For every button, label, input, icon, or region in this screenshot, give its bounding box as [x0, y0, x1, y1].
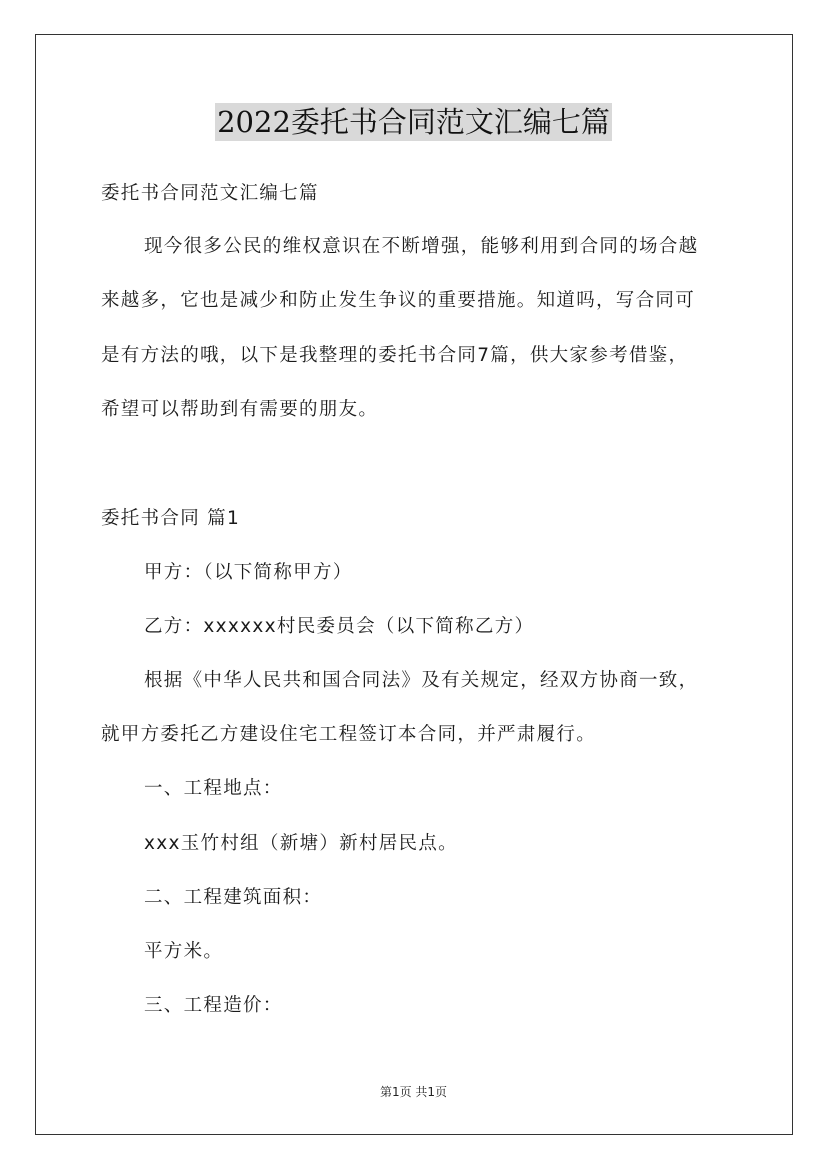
- clause-heading: 三、工程造价：: [144, 995, 283, 1016]
- title-container: [0, 103, 827, 141]
- paragraph-line: 希望可以帮助到有需要的朋友。: [101, 399, 379, 420]
- paragraph-line: 现今很多公民的维权意识在不断增强，能够利用到合同的场合越: [144, 236, 699, 257]
- page-footer: 第1页 共1页: [379, 1085, 448, 1099]
- party-a-line: 甲方：（以下简称甲方）: [144, 562, 353, 583]
- clause-heading: 二、工程建筑面积：: [144, 887, 323, 908]
- clause-text: xxx玉竹村组（新塘）新村居民点。: [144, 833, 458, 854]
- subtitle-line: 委托书合同范文汇编七篇: [101, 183, 319, 204]
- clause-text: 平方米。: [144, 941, 224, 962]
- document-title: 2022委托书合同范文汇编七篇: [217, 105, 610, 139]
- clause-heading: 一、工程地点：: [144, 778, 283, 799]
- paragraph-line: 是有方法的哦，以下是我整理的委托书合同7篇，供大家参考借鉴，: [101, 345, 689, 366]
- paragraph-line: 来越多，它也是减少和防止发生争议的重要措施。知道吗，写合同可: [101, 290, 696, 311]
- paragraph-line: 根据《中华人民共和国合同法》及有关规定，经双方协商一致，: [144, 670, 699, 691]
- party-b-line: 乙方：xxxxxx村民委员会（以下简称乙方）: [144, 616, 535, 637]
- section-heading: 委托书合同 篇1: [101, 508, 241, 529]
- paragraph-line: 就甲方委托乙方建设住宅工程签订本合同，并严肃履行。: [101, 724, 597, 745]
